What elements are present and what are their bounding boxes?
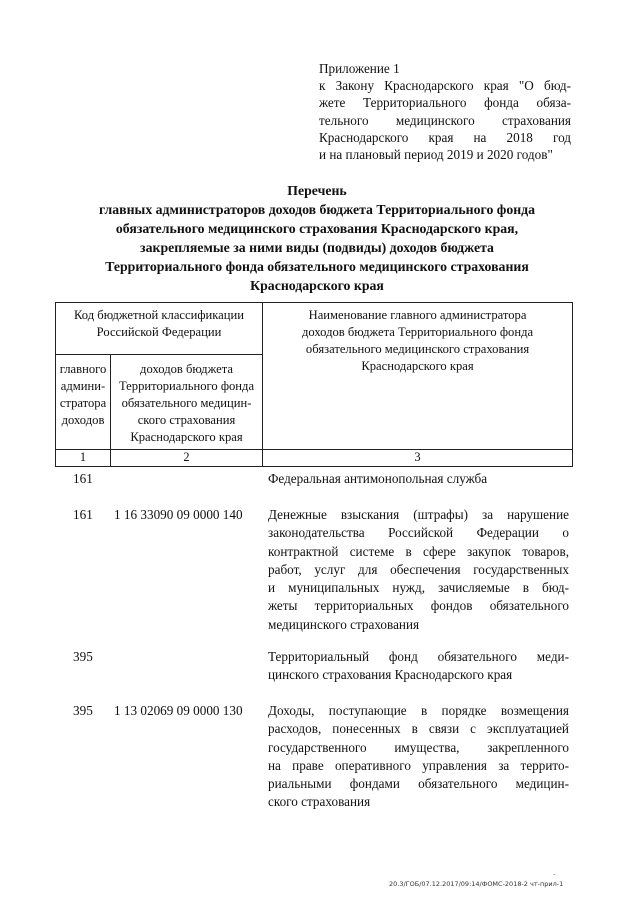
title-line: закрепляемые за ними виды (подвиды) доходов бюджета [140,240,494,255]
row-name-line: работ, услуг для обеспечения государственных [268,561,569,577]
row-name-line: жеты территориальных фондов обязательного [268,598,569,614]
footer-reference: 20.3/ГОБ/07.12.2017/09:14/ФОМС-2018-2 чт-прил-1 [389,880,564,888]
header-line: админи- [60,379,106,393]
title-line: Краснодарского края [250,278,384,293]
header-line: Наименование главного администратора [308,308,527,322]
row-name-line: Территориальный фонд обязательного меди- [268,649,569,664]
row-admin-code: 395 [73,703,93,718]
row-name-line: Денежные взыскания (штрафы) за нарушение [268,507,569,522]
title-line: главных администраторов доходов бюджета Территориального фонда [98,202,536,217]
header-line: доходов бюджета Территориального фонда [301,325,534,339]
header-line: обязательного медицинского страхования [305,342,530,356]
row-name-line: ского страхования [268,794,371,810]
row-name-line: цинского страхования Краснодарского края [268,667,513,683]
header-line: Код бюджетной классификации [74,308,244,322]
row-name-line: Федеральная антимонопольная служба [268,471,488,486]
row-name-line: медицинского страхования [268,616,420,632]
row-admin-name [268,470,569,488]
document-title [60,181,574,295]
header-line: Территориального фонда [118,379,255,393]
income-code-header-cell [111,355,263,450]
row-name-line: законодательства Российской Федерации о [268,525,569,541]
admin-code-header-cell [56,355,111,450]
row-income-code: 1 13 02069 09 0000 130 [114,703,243,718]
header-line: ского страхования [137,413,236,427]
appendix-line: к Закону Краснодарского края "О бюд- [319,78,571,94]
header-line: Краснодарского края [130,430,243,444]
row-income-code: 1 16 33090 09 0000 140 [114,507,243,522]
scan-mark: ˇ [553,873,556,881]
header-line: обязательного медицин- [121,396,252,410]
header-line: Российской Федерации [96,325,222,339]
header-line: Краснодарского края [361,359,474,373]
row-name-line: Доходы, поступающие в порядке возмещения [268,703,569,718]
column-number: 1 [56,450,111,467]
row-admin-name [268,648,569,685]
row-name-line: расходов, понесенных в связи с эксплуатацией [268,721,569,737]
appendix-reference [319,60,571,163]
column-number: 2 [111,450,263,467]
row-name-line: контрактной системе в сфере закупок товаров, [268,543,569,559]
row-name-line: на праве оперативного управления за террито- [268,757,569,773]
row-name-line: государственного имущества, закрепленного [268,739,569,755]
header-line: стратора [59,396,107,410]
row-income-name [268,506,569,634]
title-line: Территориального фонда обязательного медицинского страхования [105,259,529,274]
title-line: обязательного медицинского страхования Краснодарского края, [115,221,519,236]
column-number: 3 [263,450,573,467]
header-line: доходов бюджета [140,362,233,376]
appendix-line: Краснодарского края на 2018 год [319,129,571,145]
row-admin-code: 395 [73,649,93,664]
row-admin-code: 161 [73,471,93,486]
row-name-line: риальными фондами обязательного медицин- [268,776,569,792]
row-name-line: и муниципальных нужд, зачисляемые в бюд- [268,580,569,596]
header-line: главного [59,362,107,376]
header-line: доходов [61,413,105,427]
appendix-line: жете Территориального фонда обяза- [319,95,571,111]
appendix-line: Приложение 1 [319,61,400,76]
title-line: Перечень [287,183,347,198]
row-income-name [268,702,569,812]
table-header [55,302,573,467]
appendix-line: и на плановый период 2019 и 2020 годов" [319,147,553,163]
admin-name-header-cell [263,303,573,450]
kbk-header-cell [56,303,263,355]
row-admin-code: 161 [73,507,93,522]
appendix-line: тельного медицинского страхования [319,112,571,128]
